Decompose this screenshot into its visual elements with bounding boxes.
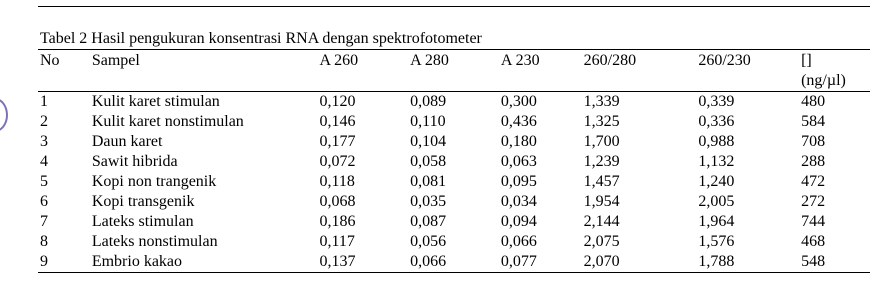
cell-no: 4 bbox=[40, 153, 48, 170]
cell-a280: 0,066 bbox=[410, 252, 501, 273]
header-concentration-unit: (ng/µl) bbox=[801, 72, 846, 89]
cell-ratio-260-280: 2,075 bbox=[583, 233, 620, 250]
cell-concentration: 584 bbox=[801, 113, 826, 130]
cell-ratio-260-280: 1,457 bbox=[583, 173, 620, 190]
table-row bbox=[38, 172, 870, 192]
cell-ratio-260-280: 1,239 bbox=[583, 153, 620, 170]
table-row bbox=[38, 132, 870, 152]
cell-sampel: Kulit karet stimulan bbox=[91, 93, 220, 110]
cell-a260: 0,146 bbox=[319, 113, 356, 130]
margin-mark bbox=[0, 98, 8, 132]
cell-a230: 0,066 bbox=[500, 233, 537, 250]
cell-ratio-260-230: 0,336 bbox=[698, 113, 735, 130]
top-rule bbox=[38, 6, 870, 7]
table-caption: Tabel 2 Hasil pengukuran konsentrasi RNA dengan spektrofotometer bbox=[40, 30, 482, 47]
header-concentration-symbol: [] bbox=[801, 52, 812, 69]
cell-no: 9 bbox=[38, 252, 92, 273]
cell-ratio-260-230: 1,240 bbox=[698, 173, 735, 190]
cell-a230: 0,180 bbox=[500, 133, 537, 150]
cell-a230: 0,077 bbox=[501, 252, 584, 273]
header-a230: A 230 bbox=[501, 50, 584, 92]
cell-ratio-260-280: 2,144 bbox=[583, 213, 620, 230]
header-no: No bbox=[38, 50, 92, 92]
header-a260: A 260 bbox=[319, 50, 410, 92]
cell-no: 1 bbox=[40, 93, 48, 110]
table-body bbox=[38, 92, 870, 273]
table-row bbox=[38, 212, 870, 232]
cell-sampel: Sawit hibrida bbox=[91, 153, 178, 170]
cell-a230: 0,094 bbox=[500, 213, 537, 230]
cell-ratio-260-280: 1,339 bbox=[583, 93, 620, 110]
cell-ratio-260-280: 1,700 bbox=[583, 133, 620, 150]
cell-a280: 0,110 bbox=[410, 113, 446, 130]
cell-ratio-260-280: 1,325 bbox=[583, 113, 620, 130]
cell-a280: 0,056 bbox=[410, 233, 447, 250]
cell-ratio-260-230: 1,132 bbox=[698, 153, 735, 170]
cell-sampel: Kulit karet nonstimulan bbox=[91, 113, 244, 130]
cell-a230: 0,300 bbox=[500, 93, 537, 110]
cell-no: 3 bbox=[40, 133, 48, 150]
cell-no: 5 bbox=[40, 173, 48, 190]
cell-no: 7 bbox=[40, 213, 48, 230]
header-ratio-260-280: 260/280 bbox=[584, 50, 699, 92]
cell-a260: 0,186 bbox=[319, 213, 356, 230]
cell-sampel: Lateks stimulan bbox=[91, 213, 194, 230]
cell-concentration: 272 bbox=[801, 193, 826, 210]
cell-ratio-260-230: 0,339 bbox=[698, 93, 735, 110]
cell-ratio-260-230: 1,576 bbox=[698, 233, 735, 250]
rna-concentration-table bbox=[38, 49, 870, 273]
cell-ratio-260-230: 1,788 bbox=[698, 252, 801, 273]
cell-a280: 0,035 bbox=[410, 193, 447, 210]
cell-concentration: 548 bbox=[801, 252, 870, 273]
cell-a280: 0,104 bbox=[410, 133, 447, 150]
header-sampel: Sampel bbox=[92, 50, 320, 92]
table-row bbox=[38, 92, 870, 113]
cell-a260: 0,177 bbox=[319, 133, 356, 150]
cell-sampel: Kopi non trangenik bbox=[91, 173, 217, 190]
table-row bbox=[38, 192, 870, 212]
cell-a260: 0,072 bbox=[319, 153, 356, 170]
cell-ratio-260-280: 2,070 bbox=[584, 252, 699, 273]
cell-a260: 0,120 bbox=[319, 93, 356, 110]
header-ratio-260-230: 260/230 bbox=[698, 50, 801, 92]
cell-a280: 0,089 bbox=[410, 93, 447, 110]
cell-concentration: 288 bbox=[801, 153, 826, 170]
table-row bbox=[38, 232, 870, 252]
cell-a230: 0,063 bbox=[500, 153, 537, 170]
table-row bbox=[38, 152, 870, 172]
cell-ratio-260-280: 1,954 bbox=[583, 193, 620, 210]
table-row bbox=[38, 252, 870, 273]
cell-sampel: Daun karet bbox=[91, 133, 163, 150]
table-header-row bbox=[38, 50, 870, 92]
cell-concentration: 472 bbox=[801, 173, 826, 190]
header-a280: A 280 bbox=[410, 50, 501, 92]
cell-a230: 0,095 bbox=[500, 173, 537, 190]
cell-ratio-260-230: 1,964 bbox=[698, 213, 735, 230]
cell-concentration: 468 bbox=[801, 233, 826, 250]
cell-ratio-260-230: 0,988 bbox=[698, 133, 735, 150]
cell-a280: 0,087 bbox=[410, 213, 447, 230]
cell-a260: 0,118 bbox=[319, 173, 355, 190]
cell-a260: 0,137 bbox=[319, 252, 410, 273]
cell-concentration: 744 bbox=[801, 213, 826, 230]
cell-sampel: Lateks nonstimulan bbox=[91, 233, 218, 250]
cell-no: 8 bbox=[40, 233, 48, 250]
cell-a260: 0,068 bbox=[319, 193, 356, 210]
cell-no: 6 bbox=[40, 193, 48, 210]
cell-sampel: Kopi transgenik bbox=[91, 193, 195, 210]
cell-a280: 0,081 bbox=[410, 173, 447, 190]
header-concentration bbox=[801, 50, 870, 92]
table-row bbox=[38, 112, 870, 132]
cell-a230: 0,436 bbox=[500, 113, 537, 130]
cell-a280: 0,058 bbox=[410, 153, 447, 170]
cell-concentration: 480 bbox=[801, 93, 826, 110]
cell-concentration: 708 bbox=[801, 133, 826, 150]
cell-a260: 0,117 bbox=[319, 233, 355, 250]
cell-ratio-260-230: 2,005 bbox=[698, 193, 735, 210]
cell-a230: 0,034 bbox=[500, 193, 537, 210]
cell-sampel: Embrio kakao bbox=[92, 252, 320, 273]
cell-no: 2 bbox=[40, 113, 48, 130]
